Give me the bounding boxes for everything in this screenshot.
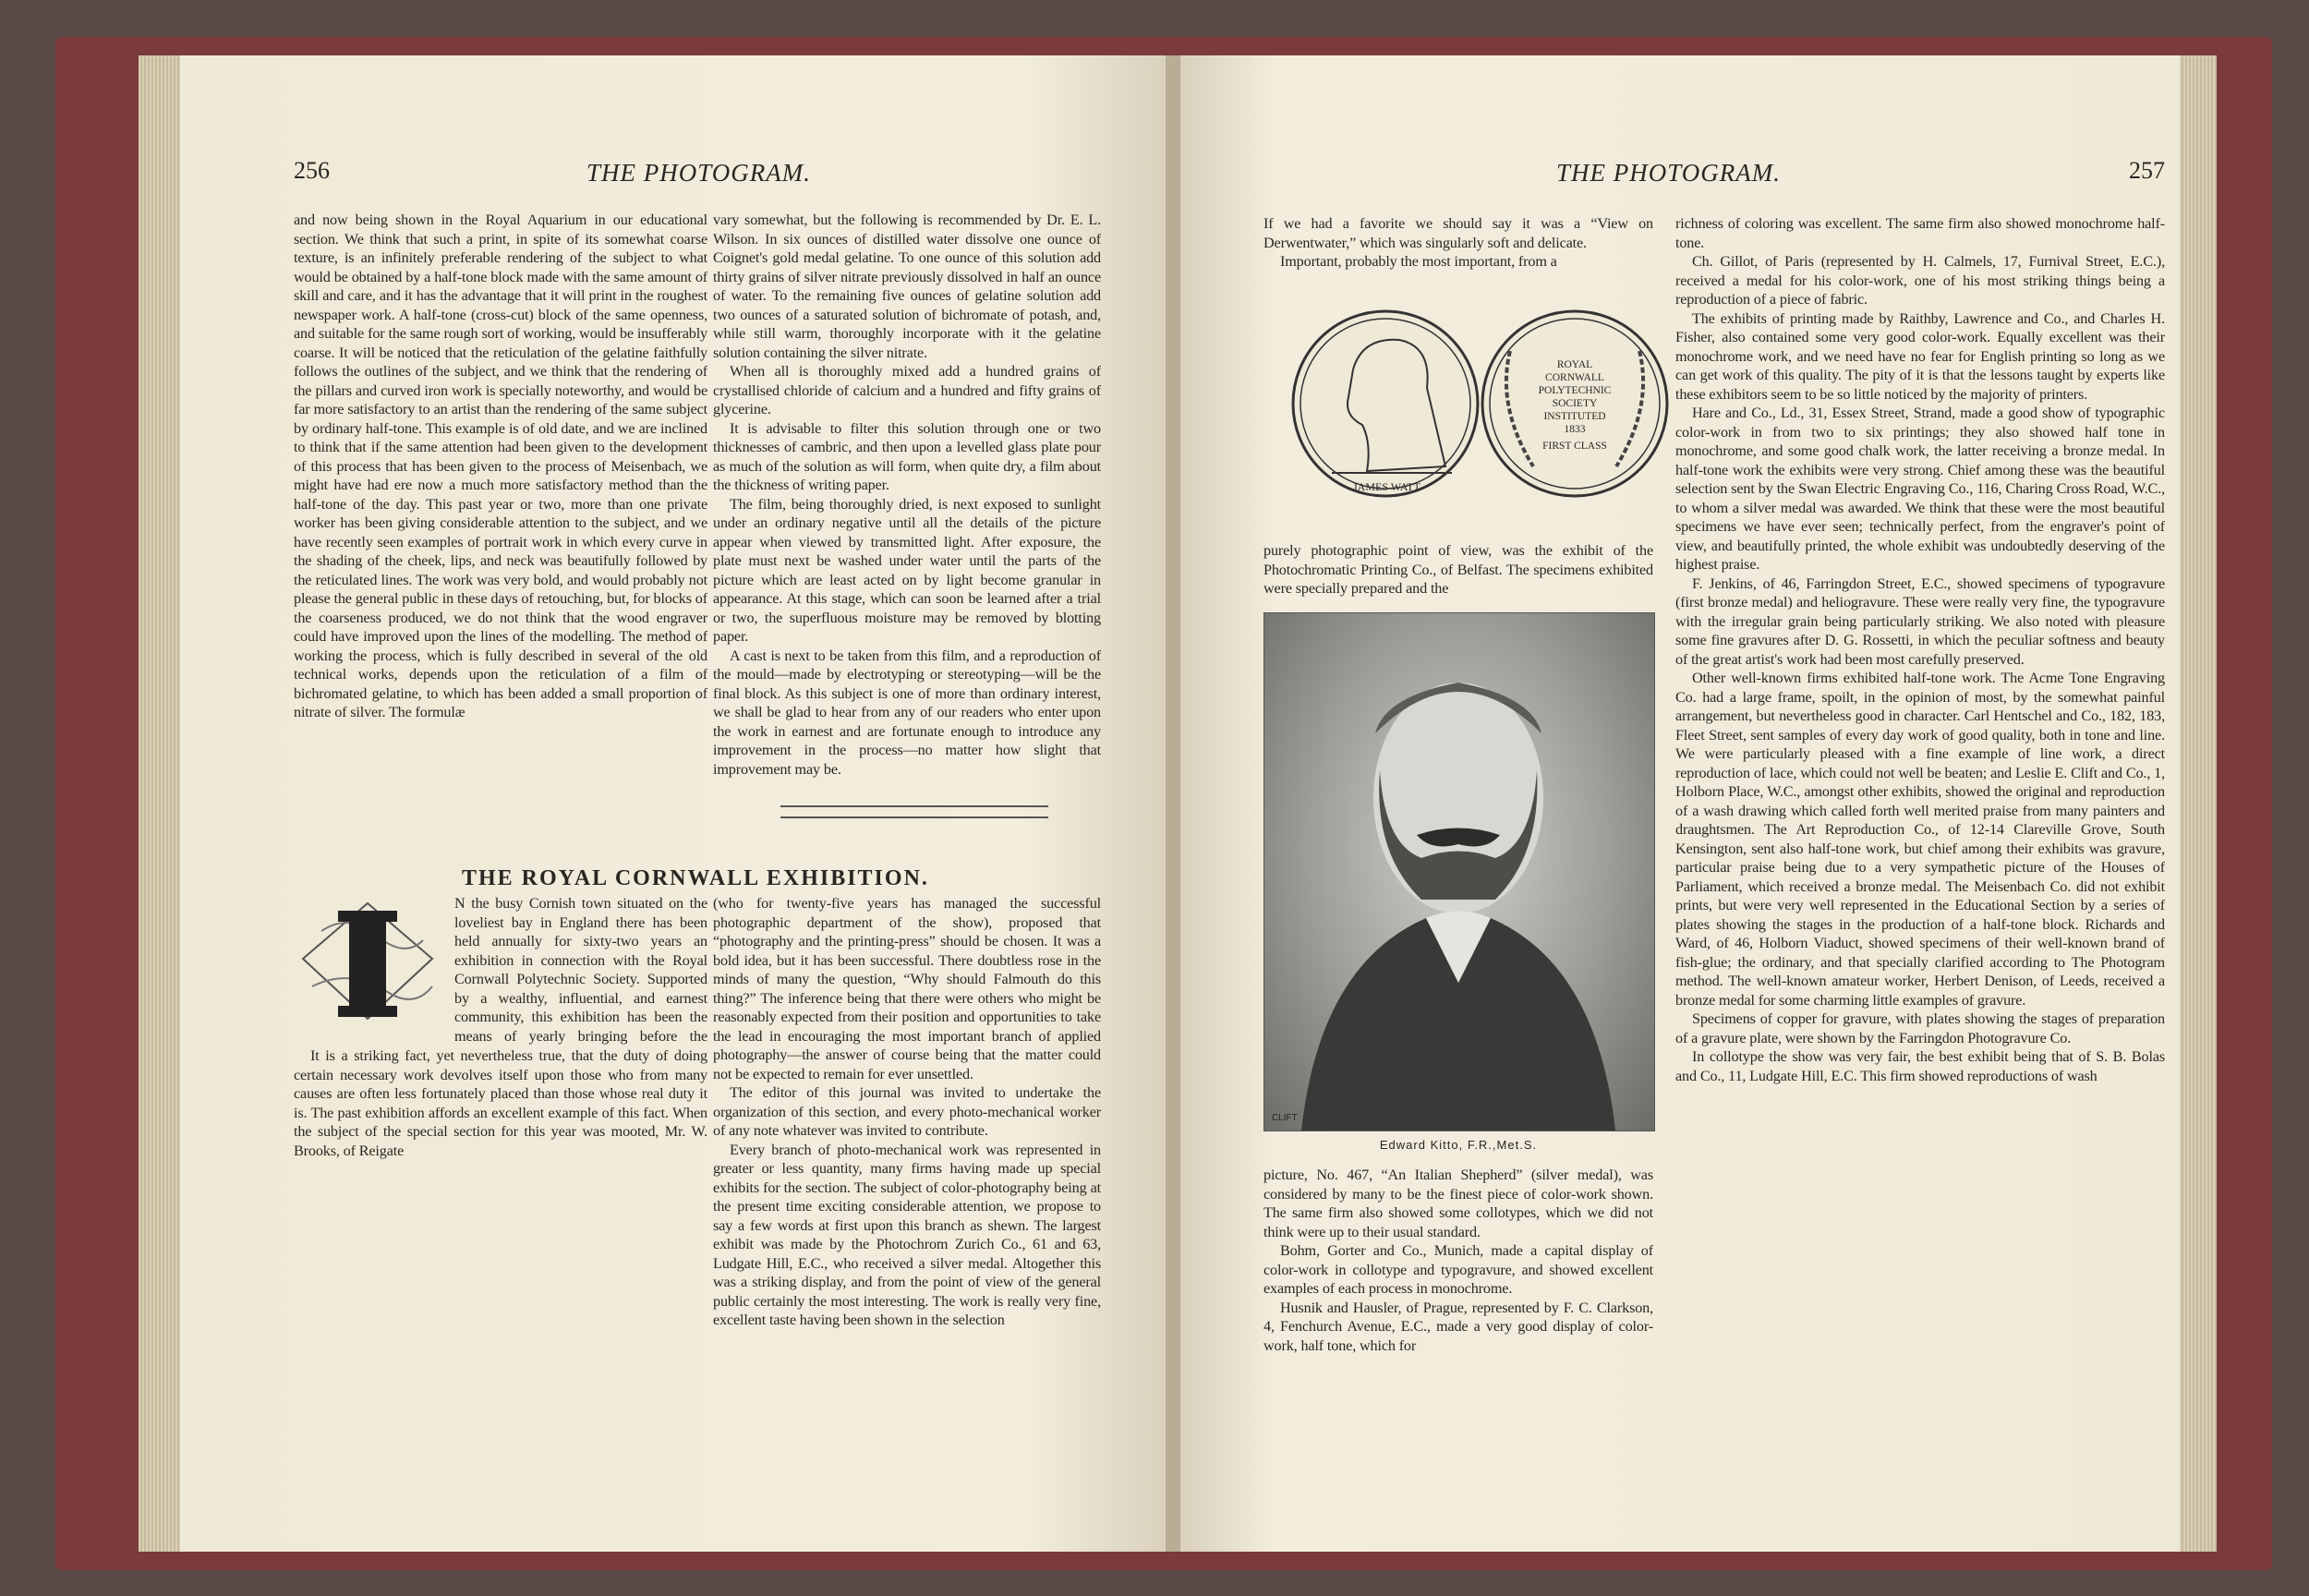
paragraph: picture, No. 467, “An Italian Shepherd” (silver medal), was considered by many to be the finest piece of color-work shown. The same firm also showed some collotypes, which we did not think were up to their usual standard. <box>1263 1167 1653 1240</box>
book-gutter <box>1166 55 1180 1552</box>
paragraph: Other well-known firms exhibited half-tone work. The Acme Tone Engraving Co. had a large frame, spoilt, in the opinion of most, by the somewhat painful arrangement, but nevertheless good in character. Carl Hentschel and Co., 182, 183, Fleet Street, sent samples of every day work of good quality, both in tone and line. We were particularly pleased with a fine example of line work, a direct reproduction of lace, which could not well be beaten; and Leslie E. Clift and Co., 1, Holborn Place, W.C., amongst other exhibits, showed the original and reproduction of a wash drawing which called forth well merited praise from many painters and draughtsmen. The Art Reproduction Co., of 12-14 Clareville Grove, South Kensington, sent also half-tone work, but chief among their exhibits was gravure, particular praise being due to a very sympathetic picture of the Houses of Parliament, which received a bronze medal. The Meisenbach Co. did not exhibit prints, but were very well represented in the Educational Section by a series of plates showing the stages in the production of a half-tone block. Richards and Ward, of 46, Holborn Viaduct, showed specimens of their well-known brand of fish-glue; the ordinary, and that specially clarified according to The Photogram method. The well-known amateur worker, Herbert Denison, of Leeds, received a bronze medal for some charming little examples of gravure. <box>1675 670 2165 1009</box>
page-number-right: 257 <box>2129 157 2165 184</box>
paragraph: (who for twenty-five years has managed the successful photographic department of the show), proposed that “photography and the printing-press” should be chosen. It was a bold idea, but it has been successful. There doubtless rose in the minds of many the question, “Why should Falmouth do this thing?” The inference being that there were others who might be reasonably expected from their position and opportunities to take the lead in encouraging the most important branch of applied photography—the answer of course being that the matter could not be expected to remain for ever unsettled. <box>713 895 1101 1082</box>
medal-line: 1833 <box>1564 424 1586 435</box>
paragraph: Every branch of photo-mechanical work was represented in greater or less quantity, many firms having made up special exhibits for the section. The subject of color-photography being at the present time exciting considerable attention, we propose to say a few words at first upon this branch as shewn. The largest exhibit was made by the Photochrom Zurich Co., 61 and 63, Ludgate Hill, E.C., who received a silver medal. Altogether this was a striking display, and from the point of view of the general public certainly the most interesting. The work is really very fine, excellent taste having been shown in the selection <box>713 1141 1101 1328</box>
article-heading: THE ROYAL CORNWALL EXHIBITION. <box>462 866 929 890</box>
engraver-signature: CLIFT <box>1272 1113 1298 1123</box>
paragraph: F. Jenkins, of 46, Farringdon Street, E.C., showed specimens of typogravure (first bronze medal) and heliogravure. These were really very fine, the typogravure with the irregular grain being particularly striking. We also noted with pleasure some fine gravures after D. G. Rossetti, in which the peculiar softness and beauty of the great artist's work had been most carefully preserved. <box>1675 574 2165 668</box>
paragraph: A cast is next to be taken from this film, and a reproduction of the mould—made by electrotyping or stereotyping—will be the final block. As this subject is one of more than ordinary interest, we shall be glad to hear from any of our readers who enter upon the work in earnest and are fortunate enough to introduce any improvement in the process—no matter how slight that improvement may be. <box>713 647 1101 778</box>
portrait-caption: Edward Kitto, F.R.,Met.S. <box>1379 1138 1538 1152</box>
running-head-right: THE PHOTOGRAM. <box>1556 159 1781 187</box>
paragraph: It is a striking fact, yet nevertheless true, that the duty of doing certain necessary work devolves itself upon those who from many causes are often less fortunately placed than those whose real duty it is. The past exhibition affords an excellent example of this fact. When the subject of the special section for this year was mooted, Mr. W. Brooks, of Reigate <box>294 1047 707 1159</box>
paragraph: It is advisable to filter this solution through one or two thicknesses of cambric, and then upon a levelled glass plate pour as much of the solution as will form, when quite dry, a film about the thickness of writing paper. <box>713 419 1101 493</box>
article-column-1 <box>294 1046 707 1370</box>
left-column-1 <box>294 211 707 811</box>
paragraph: Important, probably the most important, from a <box>1280 253 1557 270</box>
medal-line: CORNWALL <box>1545 372 1604 383</box>
paragraph: purely photographic point of view, was the exhibit of the Photochromatic Printing Co., of Belfast. The specimens exhibited were specially prepared and the <box>1263 542 1653 597</box>
ornamental-drop-cap <box>294 894 446 1028</box>
medal-line: INSTITUTED <box>1543 411 1606 422</box>
right-column-1-mid <box>1263 541 1653 602</box>
paragraph: vary somewhat, but the following is recommended by Dr. E. L. Wilson. In six ounces of distilled water dissolve one ounce of Coignet's gold medal gelatine. To one ounce of this solution add thirty grains of silver nitrate previously dissolved in half an ounce of water. To the remaining five ounces of gelatine solution add two ounces of a saturated solution of bichromate of potash, and, while still warm, thoroughly incorporate with it the gelatine solution containing the silver nitrate. <box>713 212 1101 361</box>
left-column-2 <box>713 211 1101 802</box>
medal-line: ROYAL <box>1556 359 1593 370</box>
medal-line: SOCIETY <box>1552 398 1598 409</box>
medal-line: POLYTECHNIC <box>1538 385 1612 396</box>
article-column-1-wrap <box>454 894 707 1046</box>
paragraph: The editor of this journal was invited to undertake the organization of this section, and every photo-mechanical worker of any note whatever was invited to contribute. <box>713 1084 1101 1139</box>
page-number-left: 256 <box>294 157 330 184</box>
paragraph: and now being shown in the Royal Aquarium in our educational section. We think that such a print, in spite of its somewhat coarse texture, is an infinitely preferable rendering of the subject to what would be obtained by a half-tone block made with the same amount of skill and care, and it has the advantage that it will print in the roughest newspaper work. A half-tone (cross-cut) block of the same openness, and suitable for the same rough sort of working, would be insufferably coarse. It will be noticed that the reticulation of the gelatine faithfully follows the outlines of the subject, and we think that the rendering of the pillars and curved iron work is specially noteworthy, and would be far more satisfactory to an artist than the rendering of the same subject by ordinary half-tone. This example is of old date, and we are inclined to think that if the same attention had been given to the development of this process that has been given to the process of Meisenbach, we might have had ere now a much more satisfactory method than the half-tone of the day. This past year or two, more than one private worker has been giving considerable attention to the subject, and we have recently seen examples of portrait work in which every curve in the shading of the cheek, lips, and neck was beautifully followed by the reticulated lines. The work was very bold, and would probably not please the general public in these days of retouching, but, for blocks of the coarseness produced, we do not think that the wood engraver could have improved upon the lines of the modelling. The method of working the process, which is fully described in several of the old technical works, depends upon the reticulation of a film of bichromated gelatine, to which has been added a small proportion of nitrate of silver. The formulæ <box>294 212 707 720</box>
section-divider-rule <box>780 805 1048 818</box>
paragraph: The exhibits of printing made by Raithby, Lawrence and Co., and Charles H. Fisher, also contained some very good color-work. Equally excellent was their monochrome work, and we need have no fear for English printing so long as we can get work of this quality. The pity of it is that the lessons taught by experts like these exhibitors seem to be so little noticed by the majority of printers. <box>1675 309 2165 403</box>
medal-line: FIRST CLASS <box>1542 441 1607 452</box>
right-column-1-top <box>1263 214 1653 297</box>
medal-obverse-text: JAMES WATT <box>1353 480 1420 493</box>
paragraph: If we had a favorite we should say it was a “View on Derwentwater,” which was singularly soft and delicate. <box>1263 215 1653 251</box>
paragraph: When all is thoroughly mixed add a hundred grains of crystallised chloride of calcium and a hundred and fifty grains of glycerine. <box>713 363 1101 417</box>
running-head-left: THE PHOTOGRAM. <box>586 159 811 187</box>
paragraph: N the busy Cornish town situated on the loveliest bay in England there has been held annually for sixty-two years an exhibition in connection with the Royal Cornwall Polytechnic Society. Supported by a wealthy, influential, and earnest community, this exhibition has been the means of yearly bringing before the <box>454 895 707 1045</box>
article-column-2 <box>713 894 1101 1370</box>
paragraph: The film, being thoroughly dried, is next exposed to sunlight under an ordinary negative until all the details of the picture appear when viewed by transmitted light. After exposure, the plate must next be washed under water until the parts of the picture which are least acted on by light become granular in appearance. At this stage, which can soon be learned after a trial or two, the superfluous moisture may be removed by blotting paper. <box>713 495 1101 645</box>
medal-reverse-text <box>1519 358 1630 453</box>
paragraph: In collotype the show was very fair, the best exhibit being that of S. B. Bolas and Co., 11, Ludgate Hill, E.C. This firm showed reproductions of wash <box>1675 1048 2165 1084</box>
paragraph: Bohm, Gorter and Co., Munich, made a capital display of color-work in collotype and typogravure, and showed excellent examples of each process in monochrome. <box>1263 1242 1653 1297</box>
portrait-photograph <box>1263 612 1655 1131</box>
paragraph: richness of coloring was excellent. The same firm also showed monochrome half-tone. <box>1675 215 2165 251</box>
medal-illustration <box>1284 305 1672 503</box>
right-column-1-bottom <box>1263 1166 1653 1371</box>
paragraph: Specimens of copper for gravure, with plates showing the stages of preparation of a gravure plate, were shown by the Farringdon Photogravure Co. <box>1675 1010 2165 1046</box>
paragraph: Husnik and Hausler, of Prague, represented by F. C. Clarkson, 4, Fenchurch Avenue, E.C., made a very good display of color-work, half tone, which for <box>1263 1299 1653 1354</box>
paragraph: Hare and Co., Ld., 31, Essex Street, Strand, made a good show of typographic color-work in from two to six printings; they also showed half tone in monochrome, and some good chalk work, the latter receiving a bronze medal. In half-tone work the exhibits were very strong. Chief among these was the beautiful selection sent by the Swan Electric Engraving Co., 116, Charing Cross Road, W.C., to whom a silver medal was awarded. We think that these were the most beautiful specimens we have ever seen; technically perfect, from the engraver's point of view, and beautifully printed, the whole exhibit was undoubtedly deserving of the highest praise. <box>1675 405 2165 573</box>
right-column-2 <box>1675 214 2165 1371</box>
paragraph: Ch. Gillot, of Paris (represented by H. Calmels, 17, Furnival Street, E.C.), received a medal for his color-work, one of his most striking things being a reproduction of a piece of fabric. <box>1675 253 2165 308</box>
